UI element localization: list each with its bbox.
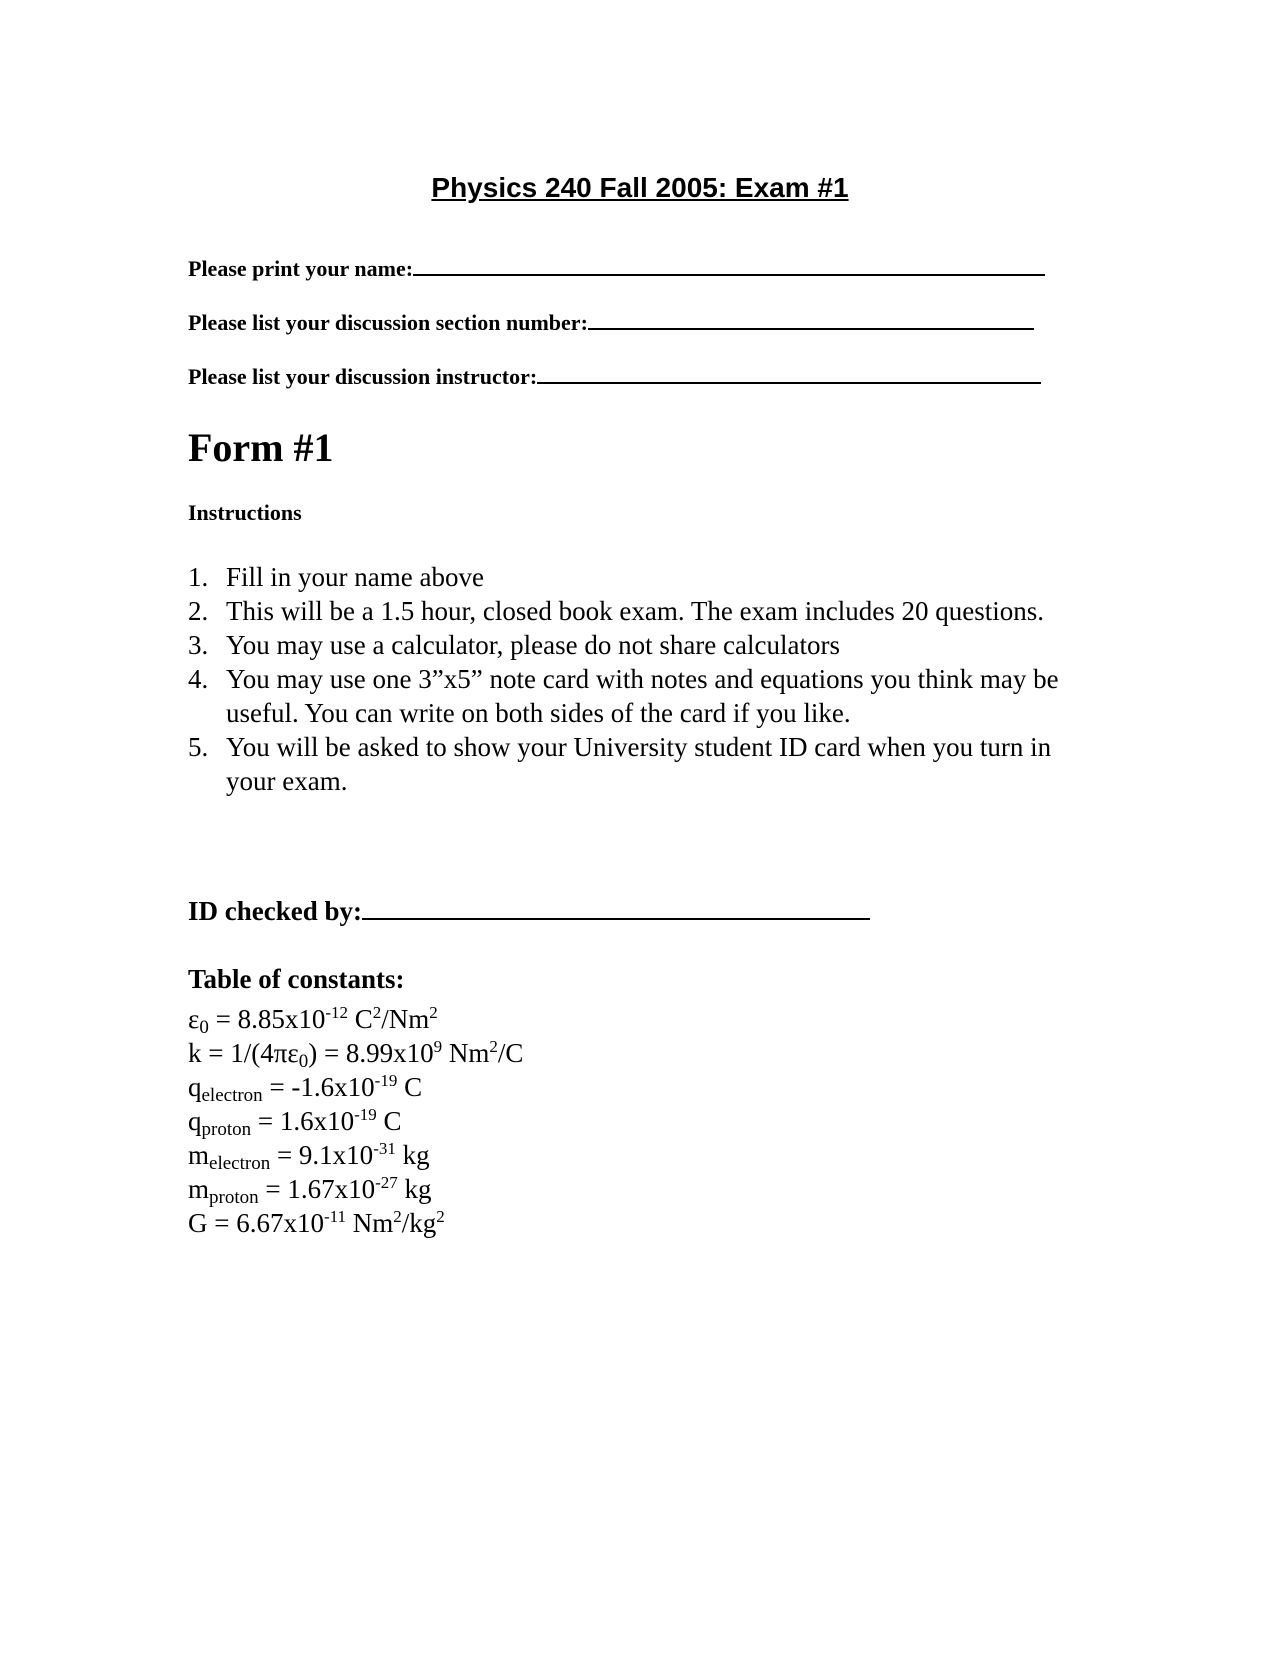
list-item-text: You will be asked to show your University student ID card when you turn in your exam. [226, 732, 1052, 796]
name-blank[interactable] [413, 256, 1045, 276]
exam-title: Physics 240 Fall 2005: Exam #1 [431, 172, 849, 203]
constant-epsilon0: $\varepsilon_0 = 8.85x10^{-12}$ $C^2/Nm^2$ [188, 1003, 438, 1038]
constant-q-proton: $q_{proton} = 1.6x10^{-19}$ C [188, 1105, 402, 1140]
name-label: Please print your name: [188, 256, 414, 281]
constants-heading: Table of constants: [188, 964, 405, 994]
form-title: Form #1 [188, 425, 334, 470]
id-checked-field[interactable] [188, 896, 870, 927]
section-blank[interactable] [588, 310, 1034, 330]
name-field[interactable] [188, 256, 1045, 282]
list-item [188, 730, 1068, 798]
constants-list [188, 1002, 523, 1240]
list-item-number: 3. [188, 630, 209, 660]
instructions-heading: Instructions [188, 500, 302, 525]
list-item-text: This will be a 1.5 hour, closed book exam. The exam includes 20 questions. [226, 596, 1045, 626]
constant-q-electron: $q_{electron} = -1.6x10^{-19}$ C [188, 1071, 423, 1106]
instructor-blank[interactable] [537, 364, 1041, 384]
list-item [188, 628, 1068, 662]
instructor-label: Please list your discussion instructor: [188, 364, 538, 389]
constant-m-proton: $m_{proton} = 1.67x10^{-27}$ kg [188, 1173, 432, 1208]
list-item [188, 560, 1068, 594]
list-item-number: 2. [188, 596, 209, 626]
list-item [188, 594, 1068, 628]
instructions-list [188, 560, 1068, 798]
id-checked-blank[interactable] [362, 896, 870, 920]
list-item-text: You may use one 3”x5” note card with notes and equations you think may be useful. You can write on both sides of the card if you like. [226, 664, 1059, 728]
list-item [188, 662, 1068, 730]
list-item-number: 4. [188, 664, 209, 694]
constant-m-electron: $m_{electron} = 9.1x10^{-31}$ kg [188, 1139, 430, 1174]
section-label: Please list your discussion section number: [188, 310, 588, 335]
list-item-number: 1. [188, 562, 209, 592]
instructor-field[interactable] [188, 364, 1041, 390]
constant-G: $G = 6.67x10^{-11}$ $Nm^2/kg^2$ [188, 1207, 445, 1238]
section-field[interactable] [188, 310, 1034, 336]
id-checked-label: ID checked by: [188, 896, 362, 926]
list-item-text: You may use a calculator, please do not share calculators [226, 630, 840, 660]
constant-k: $k = 1/(4\pi\varepsilon_0) = 8.99x10^9$ Nm$^2$/C [188, 1037, 524, 1072]
list-item-number: 5. [188, 732, 209, 762]
list-item-text: Fill in your name above [226, 562, 484, 592]
